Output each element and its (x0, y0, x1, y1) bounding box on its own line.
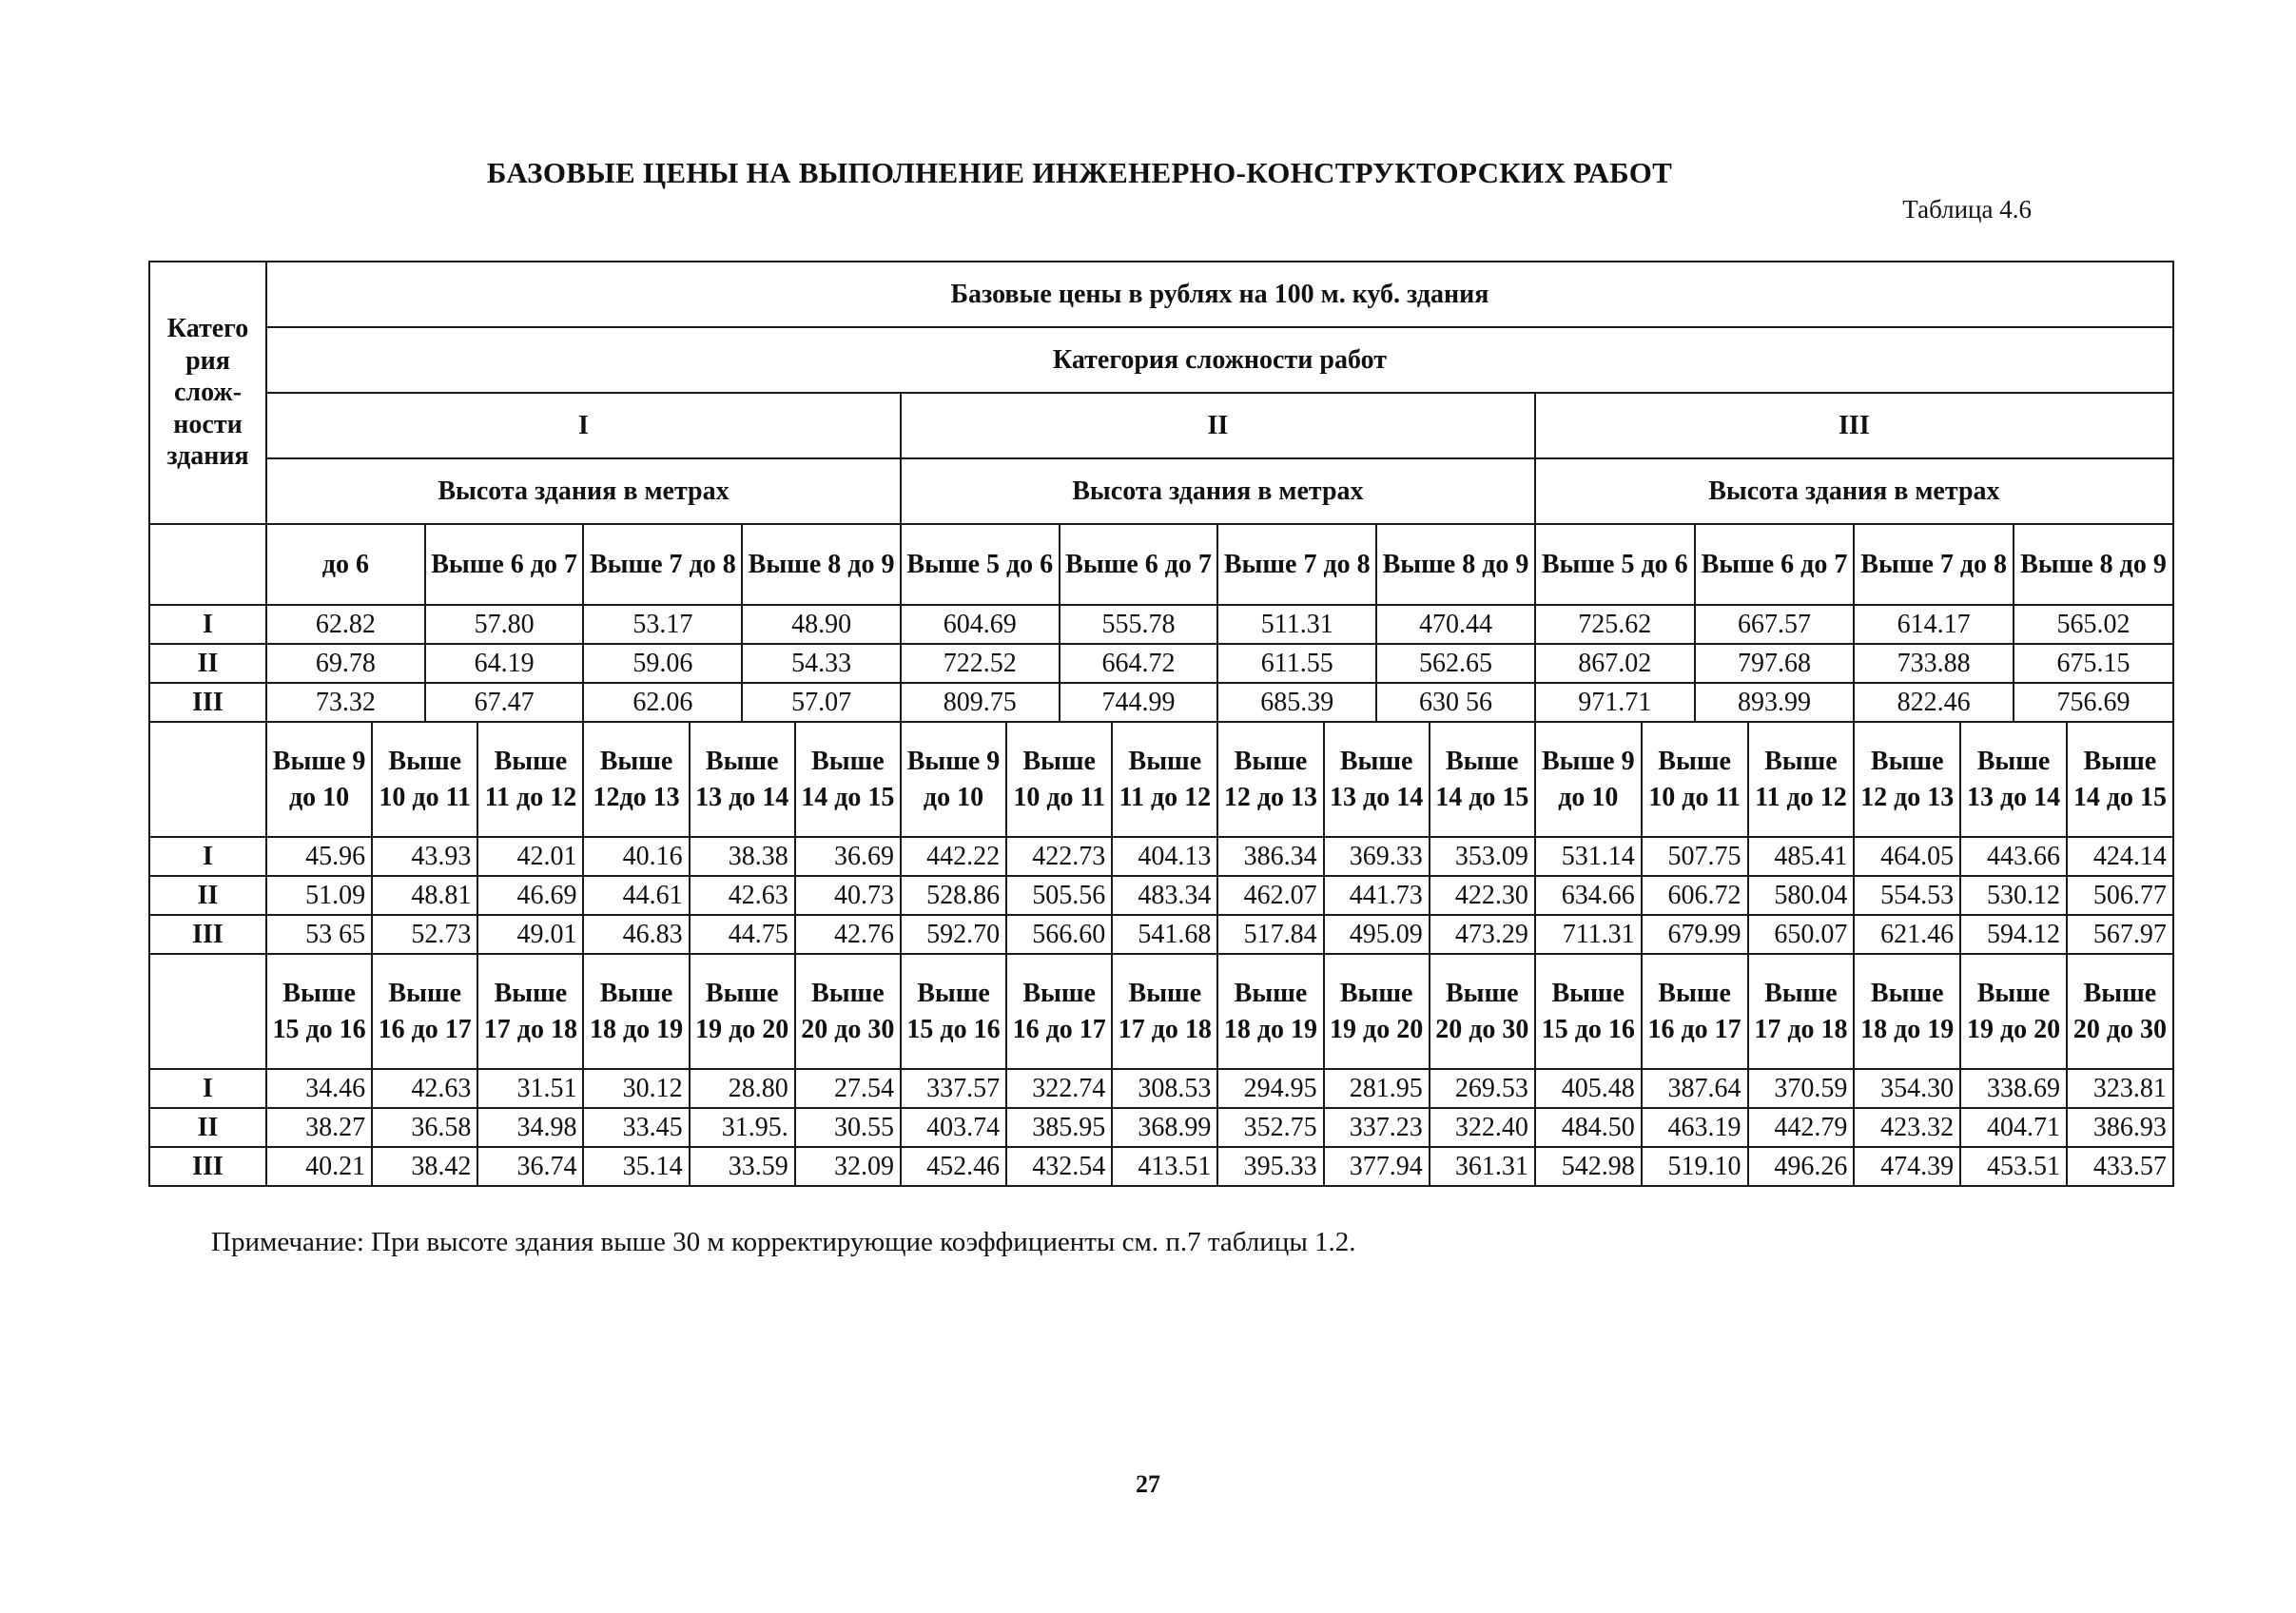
block2-height-column-header: Выше 9 до 10 (1535, 722, 1642, 837)
block3-height-column-header: Выше 17 до 18 (1748, 954, 1855, 1069)
building-category-label: II (149, 644, 266, 683)
price-cell: 441.73 (1324, 876, 1430, 915)
price-cell: 555.78 (1060, 605, 1218, 644)
price-cell: 621.46 (1854, 915, 1960, 954)
block3-height-column-header: Выше 16 до 17 (372, 954, 477, 1069)
price-cell: 566.60 (1006, 915, 1112, 954)
price-cell: 59.06 (583, 644, 742, 683)
price-cell: 413.51 (1112, 1147, 1217, 1186)
price-cell: 424.14 (2067, 837, 2173, 876)
price-cell: 369.33 (1324, 837, 1430, 876)
price-cell: 519.10 (1642, 1147, 1748, 1186)
block2-height-column-header: Выше 10 до 11 (1642, 722, 1748, 837)
price-cell: 30.55 (795, 1108, 901, 1147)
price-cell: 52.73 (372, 915, 477, 954)
price-cell: 422.73 (1006, 837, 1112, 876)
block2-height-column-header: Выше 14 до 15 (795, 722, 901, 837)
price-cell: 69.78 (266, 644, 425, 683)
block2-column-header-row (149, 722, 2173, 837)
block1-column-header-row (149, 524, 2173, 605)
work-category-2: II (901, 393, 1535, 458)
price-cell: 594.12 (1960, 915, 2067, 954)
block2-row-category-II (149, 876, 2173, 915)
price-cell: 664.72 (1060, 644, 1218, 683)
price-cell: 442.79 (1748, 1108, 1855, 1147)
price-cell: 46.83 (583, 915, 689, 954)
price-cell: 809.75 (901, 683, 1060, 722)
price-cell: 337.57 (901, 1069, 1006, 1108)
price-cell: 744.99 (1060, 683, 1218, 722)
price-cell: 49.01 (477, 915, 583, 954)
price-cell: 505.56 (1006, 876, 1112, 915)
block1-height-column-header: Выше 6 до 7 (425, 524, 584, 605)
price-cell: 33.59 (690, 1147, 795, 1186)
price-cell: 405.48 (1535, 1069, 1642, 1108)
page-number: 27 (1136, 1470, 1160, 1498)
price-cell: 650.07 (1748, 915, 1855, 954)
block2-height-column-header: Выше 11 до 12 (1748, 722, 1855, 837)
block3-empty-label-cell (149, 954, 266, 1069)
price-cell: 506.77 (2067, 876, 2173, 915)
price-cell: 797.68 (1695, 644, 1855, 683)
price-cell: 353.09 (1430, 837, 1535, 876)
block3-height-column-header: Выше 20 до 30 (795, 954, 901, 1069)
height-header: Высота здания в метрах (1535, 458, 2173, 524)
price-cell: 604.69 (901, 605, 1060, 644)
price-cell: 38.38 (690, 837, 795, 876)
price-cell: 822.46 (1854, 683, 2014, 722)
block2-height-column-header: Выше 11 до 12 (477, 722, 583, 837)
price-cell: 35.14 (583, 1147, 689, 1186)
block3-height-column-header: Выше 15 до 16 (266, 954, 372, 1069)
building-category-label: I (149, 1069, 266, 1108)
block2-height-column-header: Выше 9 до 10 (266, 722, 372, 837)
price-cell: 36.69 (795, 837, 901, 876)
block2-height-column-header: Выше 13 до 14 (1324, 722, 1430, 837)
block3-height-column-header: Выше 15 до 16 (1535, 954, 1642, 1069)
block1-height-column-header: Выше 8 до 9 (2014, 524, 2173, 605)
price-cell: 473.29 (1430, 915, 1535, 954)
price-cell: 31.51 (477, 1069, 583, 1108)
price-cell: 722.52 (901, 644, 1060, 683)
price-cell: 370.59 (1748, 1069, 1855, 1108)
price-cell: 565.02 (2014, 605, 2173, 644)
price-cell: 867.02 (1535, 644, 1695, 683)
price-cell: 48.90 (742, 605, 901, 644)
price-cell: 30.12 (583, 1069, 689, 1108)
price-cell: 592.70 (901, 915, 1006, 954)
block3-height-column-header: Выше 18 до 19 (583, 954, 689, 1069)
price-cell: 54.33 (742, 644, 901, 683)
document-title: БАЗОВЫЕ ЦЕНЫ НА ВЫПОЛНЕНИЕ ИНЖЕНЕРНО-КОНСТРУКТОРСКИХ РАБОТ (486, 156, 1673, 189)
price-cell: 463.19 (1642, 1108, 1748, 1147)
block3-height-column-header: Выше 20 до 30 (1430, 954, 1535, 1069)
block3-height-column-header: Выше 17 до 18 (1112, 954, 1217, 1069)
price-cell: 542.98 (1535, 1147, 1642, 1186)
price-cell: 422.30 (1430, 876, 1535, 915)
price-cell: 377.94 (1324, 1147, 1430, 1186)
price-cell: 495.09 (1324, 915, 1430, 954)
block3-row-category-III (149, 1147, 2173, 1186)
price-cell: 567.97 (2067, 915, 2173, 954)
block3-height-column-header: Выше 15 до 16 (901, 954, 1006, 1069)
price-cell: 42.63 (372, 1069, 477, 1108)
price-cell: 387.64 (1642, 1069, 1748, 1108)
price-cell: 685.39 (1217, 683, 1376, 722)
price-cell: 462.07 (1217, 876, 1323, 915)
price-cell: 368.99 (1112, 1108, 1217, 1147)
building-category-label: I (149, 837, 266, 876)
block3-height-column-header: Выше 19 до 20 (1960, 954, 2067, 1069)
price-cell: 53 65 (266, 915, 372, 954)
price-cell: 464.05 (1854, 837, 1960, 876)
block1-row-category-II (149, 644, 2173, 683)
price-cell: 667.57 (1695, 605, 1855, 644)
table-number: Таблица 4.6 (1902, 195, 2032, 223)
block1-height-column-header: Выше 8 до 9 (1376, 524, 1535, 605)
price-cell: 53.17 (583, 605, 742, 644)
price-cell: 971.71 (1535, 683, 1695, 722)
price-cell: 485.41 (1748, 837, 1855, 876)
price-cell: 44.61 (583, 876, 689, 915)
price-cell: 323.81 (2067, 1069, 2173, 1108)
price-cell: 507.75 (1642, 837, 1748, 876)
price-cell: 395.33 (1217, 1147, 1323, 1186)
block2-height-column-header: Выше 12 до 13 (1217, 722, 1323, 837)
price-cell: 42.76 (795, 915, 901, 954)
price-cell: 36.58 (372, 1108, 477, 1147)
price-cell: 611.55 (1217, 644, 1376, 683)
price-cell: 483.34 (1112, 876, 1217, 915)
price-cell: 322.40 (1430, 1108, 1535, 1147)
price-cell: 562.65 (1376, 644, 1535, 683)
height-header: Высота здания в метрах (266, 458, 901, 524)
block1-height-column-header: Выше 7 до 8 (583, 524, 742, 605)
block3-height-column-header: Выше 16 до 17 (1006, 954, 1112, 1069)
price-cell: 675.15 (2014, 644, 2173, 683)
price-cell: 34.98 (477, 1108, 583, 1147)
price-cell: 474.39 (1854, 1147, 1960, 1186)
price-cell: 443.66 (1960, 837, 2067, 876)
price-cell: 45.96 (266, 837, 372, 876)
price-cell: 269.53 (1430, 1069, 1535, 1108)
block2-height-column-header: Выше 10 до 11 (1006, 722, 1112, 837)
price-cell: 43.93 (372, 837, 477, 876)
price-cell: 40.16 (583, 837, 689, 876)
price-cell: 403.74 (901, 1108, 1006, 1147)
price-cell: 733.88 (1854, 644, 2014, 683)
block2-height-column-header: Выше 14 до 15 (1430, 722, 1535, 837)
block3-height-column-header: Выше 17 до 18 (477, 954, 583, 1069)
price-cell: 40.21 (266, 1147, 372, 1186)
price-cell: 630 56 (1376, 683, 1535, 722)
price-cell: 73.32 (266, 683, 425, 722)
price-cell: 385.95 (1006, 1108, 1112, 1147)
price-cell: 352.75 (1217, 1108, 1323, 1147)
price-cell: 281.95 (1324, 1069, 1430, 1108)
block3-height-column-header: Выше 19 до 20 (1324, 954, 1430, 1069)
block3-height-column-header: Выше 16 до 17 (1642, 954, 1748, 1069)
building-category-label: III (149, 683, 266, 722)
block3-row-category-I (149, 1069, 2173, 1108)
price-cell: 679.99 (1642, 915, 1748, 954)
block3-column-header-row (149, 954, 2173, 1069)
block2-row-category-III (149, 915, 2173, 954)
building-category-label: II (149, 1108, 266, 1147)
price-cell: 32.09 (795, 1147, 901, 1186)
height-header: Высота здания в метрах (901, 458, 1535, 524)
price-cell: 470.44 (1376, 605, 1535, 644)
table-note: Примечание: При высоте здания выше 30 м корректирующие коэффициенты см. п.7 таблицы 1.2. (211, 1227, 1356, 1257)
block3-height-column-header: Выше 19 до 20 (690, 954, 795, 1069)
price-cell: 62.06 (583, 683, 742, 722)
price-cell: 725.62 (1535, 605, 1695, 644)
price-cell: 404.71 (1960, 1108, 2067, 1147)
block2-empty-label-cell (149, 722, 266, 837)
block1-height-column-header: Выше 6 до 7 (1060, 524, 1218, 605)
block3-height-column-header: Выше 18 до 19 (1217, 954, 1323, 1069)
price-cell: 46.69 (477, 876, 583, 915)
price-cell: 34.46 (266, 1069, 372, 1108)
price-cell: 38.42 (372, 1147, 477, 1186)
building-category-label: II (149, 876, 266, 915)
price-cell: 64.19 (425, 644, 584, 683)
building-category-label: I (149, 605, 266, 644)
price-header: Базовые цены в рублях на 100 м. куб. здания (266, 262, 2173, 327)
price-cell: 36.74 (477, 1147, 583, 1186)
price-cell: 28.80 (690, 1069, 795, 1108)
price-table (148, 261, 2174, 1187)
block1-row-category-I (149, 605, 2173, 644)
block2-row-category-I (149, 837, 2173, 876)
price-cell: 541.68 (1112, 915, 1217, 954)
price-cell: 308.53 (1112, 1069, 1217, 1108)
price-cell: 48.81 (372, 876, 477, 915)
price-cell: 338.69 (1960, 1069, 2067, 1108)
block1-height-column-header: Выше 5 до 6 (1535, 524, 1695, 605)
price-cell: 404.13 (1112, 837, 1217, 876)
block1-height-column-header: Выше 5 до 6 (901, 524, 1060, 605)
price-cell: 433.57 (2067, 1147, 2173, 1186)
block1-empty-label-cell (149, 524, 266, 605)
price-cell: 511.31 (1217, 605, 1376, 644)
block2-height-column-header: Выше 11 до 12 (1112, 722, 1217, 837)
block1-height-column-header: до 6 (266, 524, 425, 605)
price-cell: 38.27 (266, 1108, 372, 1147)
work-category-1: I (266, 393, 901, 458)
price-cell: 294.95 (1217, 1069, 1323, 1108)
price-cell: 423.32 (1854, 1108, 1960, 1147)
block3-row-category-II (149, 1108, 2173, 1147)
block2-height-column-header: Выше 10 до 11 (372, 722, 477, 837)
block3-height-column-header: Выше 18 до 19 (1854, 954, 1960, 1069)
price-cell: 496.26 (1748, 1147, 1855, 1186)
price-cell: 57.07 (742, 683, 901, 722)
price-cell: 57.80 (425, 605, 584, 644)
price-cell: 31.95. (690, 1108, 795, 1147)
price-cell: 62.82 (266, 605, 425, 644)
price-cell: 528.86 (901, 876, 1006, 915)
price-cell: 27.54 (795, 1069, 901, 1108)
price-cell: 51.09 (266, 876, 372, 915)
price-cell: 40.73 (795, 876, 901, 915)
header-row-work-category (149, 327, 2173, 393)
building-category-label: III (149, 1147, 266, 1186)
price-cell: 33.45 (583, 1108, 689, 1147)
header-row-category-numbers (149, 393, 2173, 458)
work-category-header: Категория сложности работ (266, 327, 2173, 393)
price-cell: 322.74 (1006, 1069, 1112, 1108)
price-cell: 484.50 (1535, 1108, 1642, 1147)
block1-height-column-header: Выше 8 до 9 (742, 524, 901, 605)
price-cell: 42.01 (477, 837, 583, 876)
price-cell: 354.30 (1854, 1069, 1960, 1108)
block2-height-column-header: Выше 13 до 14 (690, 722, 795, 837)
price-cell: 711.31 (1535, 915, 1642, 954)
block3-height-column-header: Выше 20 до 30 (2067, 954, 2173, 1069)
block2-height-column-header: Выше 9 до 10 (901, 722, 1006, 837)
price-cell: 554.53 (1854, 876, 1960, 915)
price-cell: 453.51 (1960, 1147, 2067, 1186)
header-row-height (149, 458, 2173, 524)
price-cell: 531.14 (1535, 837, 1642, 876)
price-cell: 756.69 (2014, 683, 2173, 722)
price-cell: 634.66 (1535, 876, 1642, 915)
price-cell: 337.23 (1324, 1108, 1430, 1147)
price-cell: 432.54 (1006, 1147, 1112, 1186)
price-cell: 361.31 (1430, 1147, 1535, 1186)
price-cell: 386.93 (2067, 1108, 2173, 1147)
work-category-3: III (1535, 393, 2173, 458)
price-cell: 517.84 (1217, 915, 1323, 954)
price-cell: 606.72 (1642, 876, 1748, 915)
price-cell: 530.12 (1960, 876, 2067, 915)
corner-header: Катего рия слож- ности здания (149, 262, 266, 524)
block1-height-column-header: Выше 6 до 7 (1695, 524, 1855, 605)
price-cell: 442.22 (901, 837, 1006, 876)
price-cell: 42.63 (690, 876, 795, 915)
price-cell: 44.75 (690, 915, 795, 954)
price-cell: 893.99 (1695, 683, 1855, 722)
price-cell: 452.46 (901, 1147, 1006, 1186)
block1-row-category-III (149, 683, 2173, 722)
header-row-price (149, 262, 2173, 327)
block2-height-column-header: Выше 13 до 14 (1960, 722, 2067, 837)
block2-height-column-header: Выше 12до 13 (583, 722, 689, 837)
price-cell: 386.34 (1217, 837, 1323, 876)
block1-height-column-header: Выше 7 до 8 (1854, 524, 2014, 605)
block2-height-column-header: Выше 14 до 15 (2067, 722, 2173, 837)
price-cell: 67.47 (425, 683, 584, 722)
block1-height-column-header: Выше 7 до 8 (1217, 524, 1376, 605)
building-category-label: III (149, 915, 266, 954)
price-cell: 580.04 (1748, 876, 1855, 915)
block2-height-column-header: Выше 12 до 13 (1854, 722, 1960, 837)
price-cell: 614.17 (1854, 605, 2014, 644)
